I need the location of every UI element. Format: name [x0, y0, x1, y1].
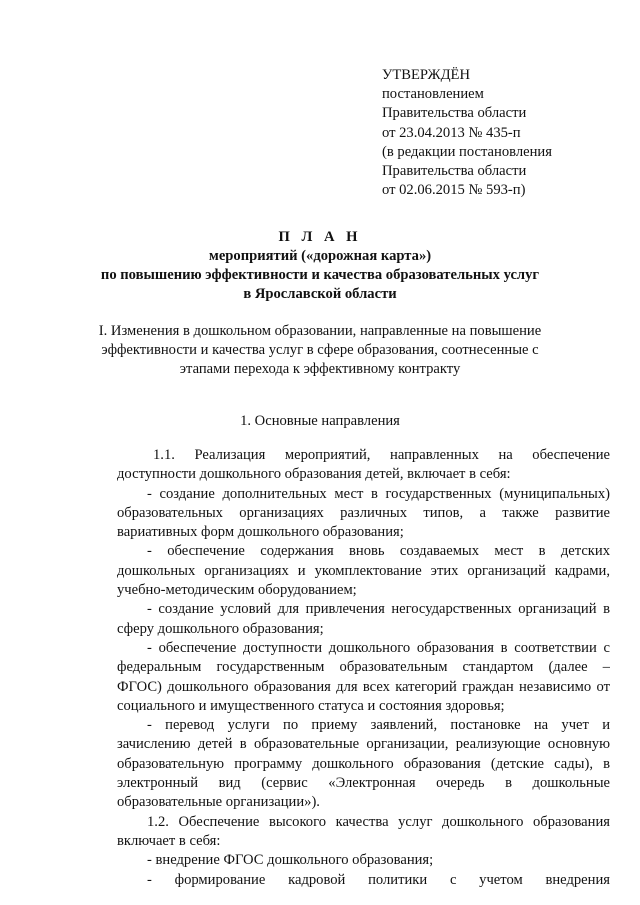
paragraph-line: - внедрение ФГОС дошкольного образования; — [147, 852, 434, 869]
approval-line: УТВЕРЖДЁН — [382, 67, 470, 83]
approval-line: от 02.06.2015 № 593-п) — [382, 182, 526, 199]
paragraph-line: ФГОС) дошкольного образования для всех категорий граждан независимо от — [117, 678, 610, 695]
paragraph-line: - обеспечение доступности дошкольного образования в соответствии с — [147, 639, 610, 656]
paragraph-line: доступности дошкольного образования детей, включает в себя: — [117, 466, 511, 483]
section-heading-line: I. Изменения в дошкольном образовании, направленные на повышение — [98, 323, 542, 339]
paragraph-line: 1.1. Реализация мероприятий, направленных на обеспечение — [153, 447, 610, 463]
paragraph-line: федеральным государственным образовательным стандартом (далее – — [117, 659, 610, 676]
plan-subtitle-line: по повышению эффективности и качества образовательных услуг — [100, 267, 540, 283]
paragraph-line: - создание дополнительных мест в государственных (муниципальных) — [147, 485, 610, 502]
approval-line: (в редакции постановления — [382, 143, 552, 160]
paragraph-line: образовательные организации»). — [117, 794, 320, 811]
paragraph-line: учебно-методическим оборудованием; — [117, 582, 357, 599]
paragraph-line: - формирование кадровой политики с учетом внедрения — [147, 871, 610, 888]
paragraph-line: образовательных организациях различных типов, а также развитие — [117, 504, 610, 521]
paragraph-line: вариативных форм дошкольного образования; — [117, 524, 404, 541]
paragraph-line: - перевод услуги по приему заявлений, постановке на учет и — [147, 717, 610, 734]
body-text — [117, 446, 610, 890]
paragraph-line: 1.2. Обеспечение высокого качества услуг дошкольного образования — [147, 813, 610, 830]
plan-subtitle-line: мероприятий («дорожная карта») — [208, 248, 432, 264]
section-heading-line: эффективности и качества услуг в сфере образования, соотнесенные с — [101, 342, 539, 358]
approval-line: постановлением — [382, 86, 484, 103]
section-subheading: 1. Основные направления — [240, 413, 400, 429]
approval-line: Правительства области — [382, 105, 527, 122]
paragraph-line: сферу дошкольного образования; — [117, 620, 324, 637]
paragraph-line: дошкольных организациях и укомплектование этих организаций кадрами, — [117, 562, 610, 579]
approval-line: Правительства области — [382, 163, 527, 180]
paragraph-line: включает в себя: — [117, 832, 221, 849]
paragraph-line: образовательную программу дошкольного образования (детские сады), в — [117, 755, 610, 772]
plan-subtitle-line: в Ярославской области — [243, 286, 397, 302]
section-heading-line: этапами перехода к эффективному контракту — [179, 361, 461, 377]
paragraph-line: зачислению детей в образовательные организации, реализующие основную — [117, 736, 610, 753]
paragraph-line: электронный вид (сервис «Электронная очередь в дошкольные — [117, 775, 610, 792]
paragraph-line: - создание условий для привлечения негосударственных организаций в — [147, 601, 610, 618]
approval-stamp — [382, 66, 622, 200]
plan-title: П Л А Н — [278, 229, 362, 245]
paragraph-line: - обеспечение содержания вновь создаваемых мест в детских — [147, 543, 610, 560]
paragraph-line: социального и имущественного статуса и состояния здоровья; — [117, 697, 505, 714]
approval-line: от 23.04.2013 № 435-п — [382, 124, 521, 141]
